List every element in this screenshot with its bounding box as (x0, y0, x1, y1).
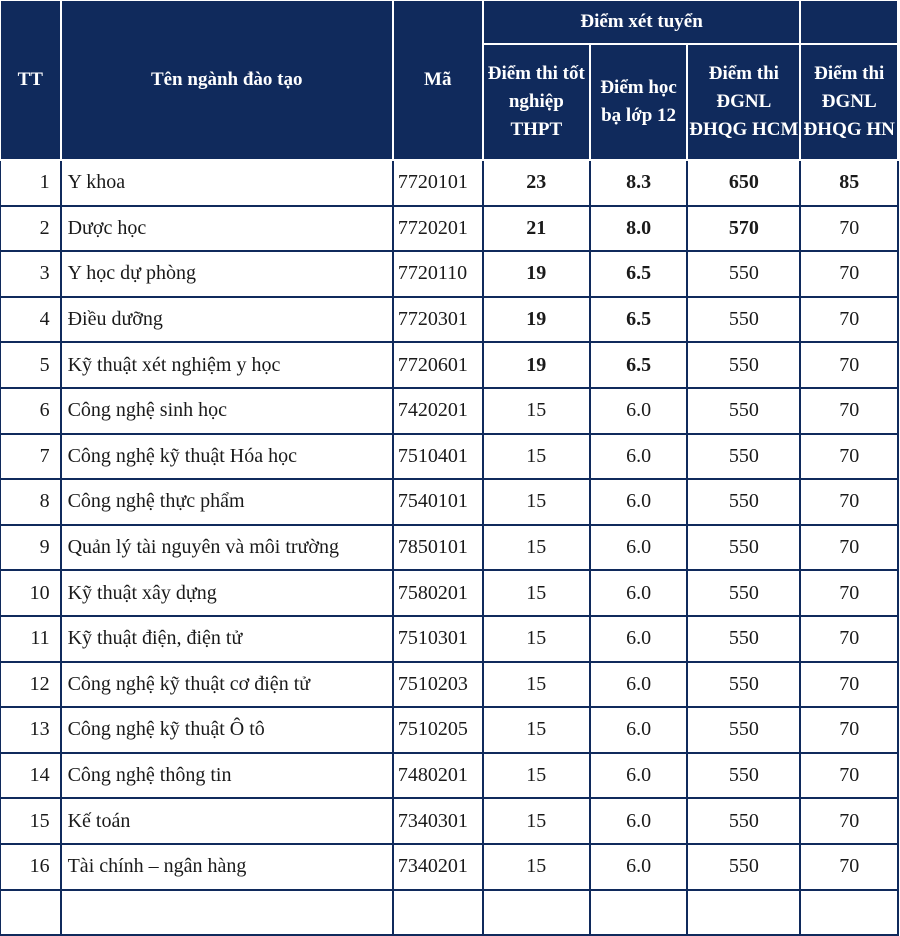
header-dgnl-hn-score: Điểm thi ĐGNL ĐHQG HN (800, 44, 898, 160)
empty-cell (61, 890, 393, 936)
thpt-score: 15 (483, 525, 590, 571)
hocba-score: 6.5 (590, 342, 687, 388)
dgnl-hcm-score: 650 (687, 160, 800, 206)
row-number: 16 (0, 844, 61, 890)
thpt-score: 15 (483, 616, 590, 662)
table-row (0, 206, 898, 252)
header-program-name: Tên ngành đào tạo (61, 0, 393, 160)
program-name: Tài chính – ngân hàng (61, 844, 393, 890)
dgnl-hn-score: 70 (800, 570, 898, 616)
dgnl-hcm-score: 550 (687, 342, 800, 388)
dgnl-hcm-score: 550 (687, 251, 800, 297)
row-number: 3 (0, 251, 61, 297)
hocba-score: 8.3 (590, 160, 687, 206)
table-row (0, 160, 898, 206)
program-code: 7340301 (393, 798, 483, 844)
table-row (0, 297, 898, 343)
dgnl-hcm-score: 550 (687, 570, 800, 616)
row-number: 8 (0, 479, 61, 525)
dgnl-hcm-score: 550 (687, 753, 800, 799)
program-code: 7420201 (393, 388, 483, 434)
program-code: 7580201 (393, 570, 483, 616)
program-code: 7720301 (393, 297, 483, 343)
program-name: Công nghệ kỹ thuật Ô tô (61, 707, 393, 753)
thpt-score: 15 (483, 570, 590, 616)
thpt-score: 15 (483, 753, 590, 799)
table-row (0, 616, 898, 662)
header-tt: TT (0, 0, 61, 160)
hocba-score: 6.0 (590, 434, 687, 480)
thpt-score: 19 (483, 297, 590, 343)
thpt-score: 21 (483, 206, 590, 252)
table-row (0, 434, 898, 480)
thpt-score: 19 (483, 251, 590, 297)
table-row (0, 662, 898, 708)
row-number: 10 (0, 570, 61, 616)
row-number: 6 (0, 388, 61, 434)
dgnl-hn-score: 70 (800, 206, 898, 252)
hocba-score: 6.0 (590, 798, 687, 844)
thpt-score: 15 (483, 798, 590, 844)
hocba-score: 6.0 (590, 753, 687, 799)
empty-cell (800, 890, 898, 936)
table-row (0, 388, 898, 434)
table-row (0, 479, 898, 525)
table-row (0, 707, 898, 753)
dgnl-hcm-score: 550 (687, 479, 800, 525)
thpt-score: 15 (483, 479, 590, 525)
row-number: 1 (0, 160, 61, 206)
header-thpt-score: Điểm thi tốt nghiệp THPT (483, 44, 590, 160)
table-body (0, 160, 898, 935)
row-number: 15 (0, 798, 61, 844)
dgnl-hn-score: 70 (800, 753, 898, 799)
hocba-score: 6.5 (590, 297, 687, 343)
program-code: 7510401 (393, 434, 483, 480)
program-code: 7720201 (393, 206, 483, 252)
dgnl-hn-score: 70 (800, 662, 898, 708)
hocba-score: 6.0 (590, 662, 687, 708)
table-row (0, 844, 898, 890)
hocba-score: 6.0 (590, 525, 687, 571)
hocba-score: 6.0 (590, 479, 687, 525)
header-score-group: Điểm xét tuyển (483, 0, 801, 44)
program-name: Kế toán (61, 798, 393, 844)
row-number: 13 (0, 707, 61, 753)
hocba-score: 6.0 (590, 707, 687, 753)
program-name: Y khoa (61, 160, 393, 206)
thpt-score: 23 (483, 160, 590, 206)
row-number: 5 (0, 342, 61, 388)
empty-cell (687, 890, 800, 936)
hocba-score: 8.0 (590, 206, 687, 252)
program-code: 7720601 (393, 342, 483, 388)
program-name: Công nghệ kỹ thuật cơ điện tử (61, 662, 393, 708)
row-number: 9 (0, 525, 61, 571)
dgnl-hn-score: 85 (800, 160, 898, 206)
table-row (0, 525, 898, 571)
program-code: 7720110 (393, 251, 483, 297)
empty-cell (590, 890, 687, 936)
dgnl-hcm-score: 550 (687, 798, 800, 844)
dgnl-hcm-score: 550 (687, 844, 800, 890)
program-code: 7540101 (393, 479, 483, 525)
empty-cell (483, 890, 590, 936)
program-name: Dược học (61, 206, 393, 252)
program-code: 7340201 (393, 844, 483, 890)
thpt-score: 15 (483, 662, 590, 708)
dgnl-hcm-score: 550 (687, 388, 800, 434)
header-dgnl-hcm-score: Điểm thi ĐGNL ĐHQG HCM (687, 44, 800, 160)
program-code: 7850101 (393, 525, 483, 571)
program-code: 7510301 (393, 616, 483, 662)
table-row (0, 570, 898, 616)
table-row-partial (0, 890, 898, 936)
empty-cell (393, 890, 483, 936)
dgnl-hn-score: 70 (800, 479, 898, 525)
table-row (0, 753, 898, 799)
hocba-score: 6.0 (590, 616, 687, 662)
program-code: 7510203 (393, 662, 483, 708)
dgnl-hcm-score: 550 (687, 434, 800, 480)
dgnl-hn-score: 70 (800, 844, 898, 890)
program-name: Công nghệ thông tin (61, 753, 393, 799)
dgnl-hcm-score: 550 (687, 297, 800, 343)
program-name: Công nghệ sinh học (61, 388, 393, 434)
thpt-score: 15 (483, 707, 590, 753)
program-name: Quản lý tài nguyên và môi trường (61, 525, 393, 571)
empty-cell (0, 890, 61, 936)
thpt-score: 15 (483, 844, 590, 890)
dgnl-hn-score: 70 (800, 342, 898, 388)
dgnl-hcm-score: 550 (687, 707, 800, 753)
program-name: Kỹ thuật điện, điện tử (61, 616, 393, 662)
dgnl-hn-score: 70 (800, 707, 898, 753)
row-number: 7 (0, 434, 61, 480)
dgnl-hcm-score: 570 (687, 206, 800, 252)
hocba-score: 6.0 (590, 388, 687, 434)
thpt-score: 15 (483, 434, 590, 480)
row-number: 14 (0, 753, 61, 799)
thpt-score: 19 (483, 342, 590, 388)
dgnl-hn-score: 70 (800, 388, 898, 434)
dgnl-hn-score: 70 (800, 251, 898, 297)
program-code: 7480201 (393, 753, 483, 799)
program-name: Y học dự phòng (61, 251, 393, 297)
program-code: 7720101 (393, 160, 483, 206)
row-number: 2 (0, 206, 61, 252)
program-code: 7510205 (393, 707, 483, 753)
program-name: Công nghệ thực phẩm (61, 479, 393, 525)
dgnl-hn-score: 70 (800, 434, 898, 480)
dgnl-hn-score: 70 (800, 525, 898, 571)
program-name: Kỹ thuật xét nghiệm y học (61, 342, 393, 388)
dgnl-hn-score: 70 (800, 616, 898, 662)
dgnl-hn-score: 70 (800, 297, 898, 343)
header-code: Mã (393, 0, 483, 160)
table-row (0, 798, 898, 844)
header-empty (800, 0, 898, 44)
header-hocba-score: Điểm học bạ lớp 12 (590, 44, 687, 160)
row-number: 4 (0, 297, 61, 343)
program-name: Điều dưỡng (61, 297, 393, 343)
table-row (0, 251, 898, 297)
hocba-score: 6.0 (590, 844, 687, 890)
dgnl-hcm-score: 550 (687, 662, 800, 708)
dgnl-hcm-score: 550 (687, 525, 800, 571)
hocba-score: 6.0 (590, 570, 687, 616)
program-name: Kỹ thuật xây dựng (61, 570, 393, 616)
program-name: Công nghệ kỹ thuật Hóa học (61, 434, 393, 480)
row-number: 12 (0, 662, 61, 708)
hocba-score: 6.5 (590, 251, 687, 297)
dgnl-hcm-score: 550 (687, 616, 800, 662)
dgnl-hn-score: 70 (800, 798, 898, 844)
table-row (0, 342, 898, 388)
thpt-score: 15 (483, 388, 590, 434)
row-number: 11 (0, 616, 61, 662)
